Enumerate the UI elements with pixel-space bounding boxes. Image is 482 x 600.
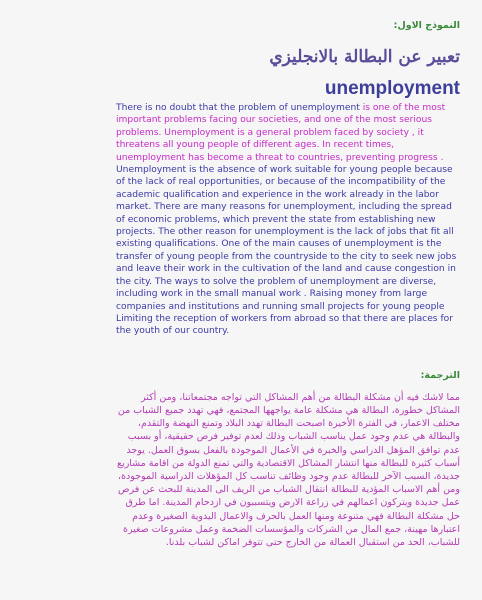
essay-lead: There is no doubt that the problem of unemployment xyxy=(116,103,360,113)
article-content xyxy=(116,14,460,549)
english-essay xyxy=(116,102,460,338)
model-label: النموذج الاول: xyxy=(393,20,460,31)
essay-highlight: is one of the most important problems facing our societies, and one of the most serious problems. Unemployment is a general problem faced by society , it threatens all young people of different ages. In recent times, unemployment has become a threat to countries, preventing progress . xyxy=(116,103,446,163)
english-title: unemployment xyxy=(324,78,460,99)
arabic-translation: مما لاشك فيه أن مشكلة البطالة من أهم المشاكل التي تواجه مجتمعاتنا، ومن أكثر المشاكل خطورة، البطالة هي مشكلة عامة يواجهها المجتمع، فهي تهدد جميع الشباب من مختلف الاعمار، في الفترة الأخيرة اصبحت البطالة تهدد البلاد وتمنع النهضة والتقدم، والبطالة هي عدم وجود عمل يناسب الشباب وذلك لعدم توفير فرص حقيقية، أو بسبب عدم توافق المؤهل الدراسي والخبرة في الأعمال الموجودة بالفعل بسوق العمل. يوجد أسباب كثيرة للبطالة منها انتشار المشاكل الاقتصادية والتي تمنع الدولة من اقامة مشاريع جديدة، السبب الآخر للبطالة عدم وجود وظائف تناسب كل المؤهلات الدراسية الموجودة، ومن أهم الاسباب المؤدية للبطالة انتقال الشباب من الريف الى المدينة للبحث عن فرص عمل جديدة ويتركون اعمالهم في زراعة الارض ويتسببون في ازدحام المدينة. اما طرق حل مشكلة البطالة فهي متنوعة ومنها العمل بالحرف والاعمال اليدوية الصغيرة وعدم اعتبارها مهينة، جمع المال من الشركات والمؤسسات الضخمة وعمل مشروعات صغيرة للشباب، الحد من استقبال العمالة من الخارج حتى تتوفر اماكن لشباب بلدنا. xyxy=(117,391,460,548)
essay-rest: Unemployment is the absence of work suitable for young people because of the lack of real opportunities, or because of the incompatibility of the academic qualification and experience in the work already in the labor market. There are many reasons for unemployment, including the spread of economic problems, which prevent the state from establishing new projects. The other reason for unemployment is the lack of jobs that fit all existing qualifications. One of the main causes of unemployment is the transfer of young people from the countryside to the city to seek new jobs and leave their work in the cultivation of the land and cause congestion in the city. The ways to solve the problem of unemployment are diverse, including work in the small manual work . Raising money from large companies and institutions and running small projects for young people Limiting the reception of workers from abroad so that there are places for the youth of our country. xyxy=(116,165,457,337)
arabic-title: تعبير عن البطالة بالانجليزي xyxy=(269,47,460,67)
translation-label: الترجمة: xyxy=(420,369,460,381)
